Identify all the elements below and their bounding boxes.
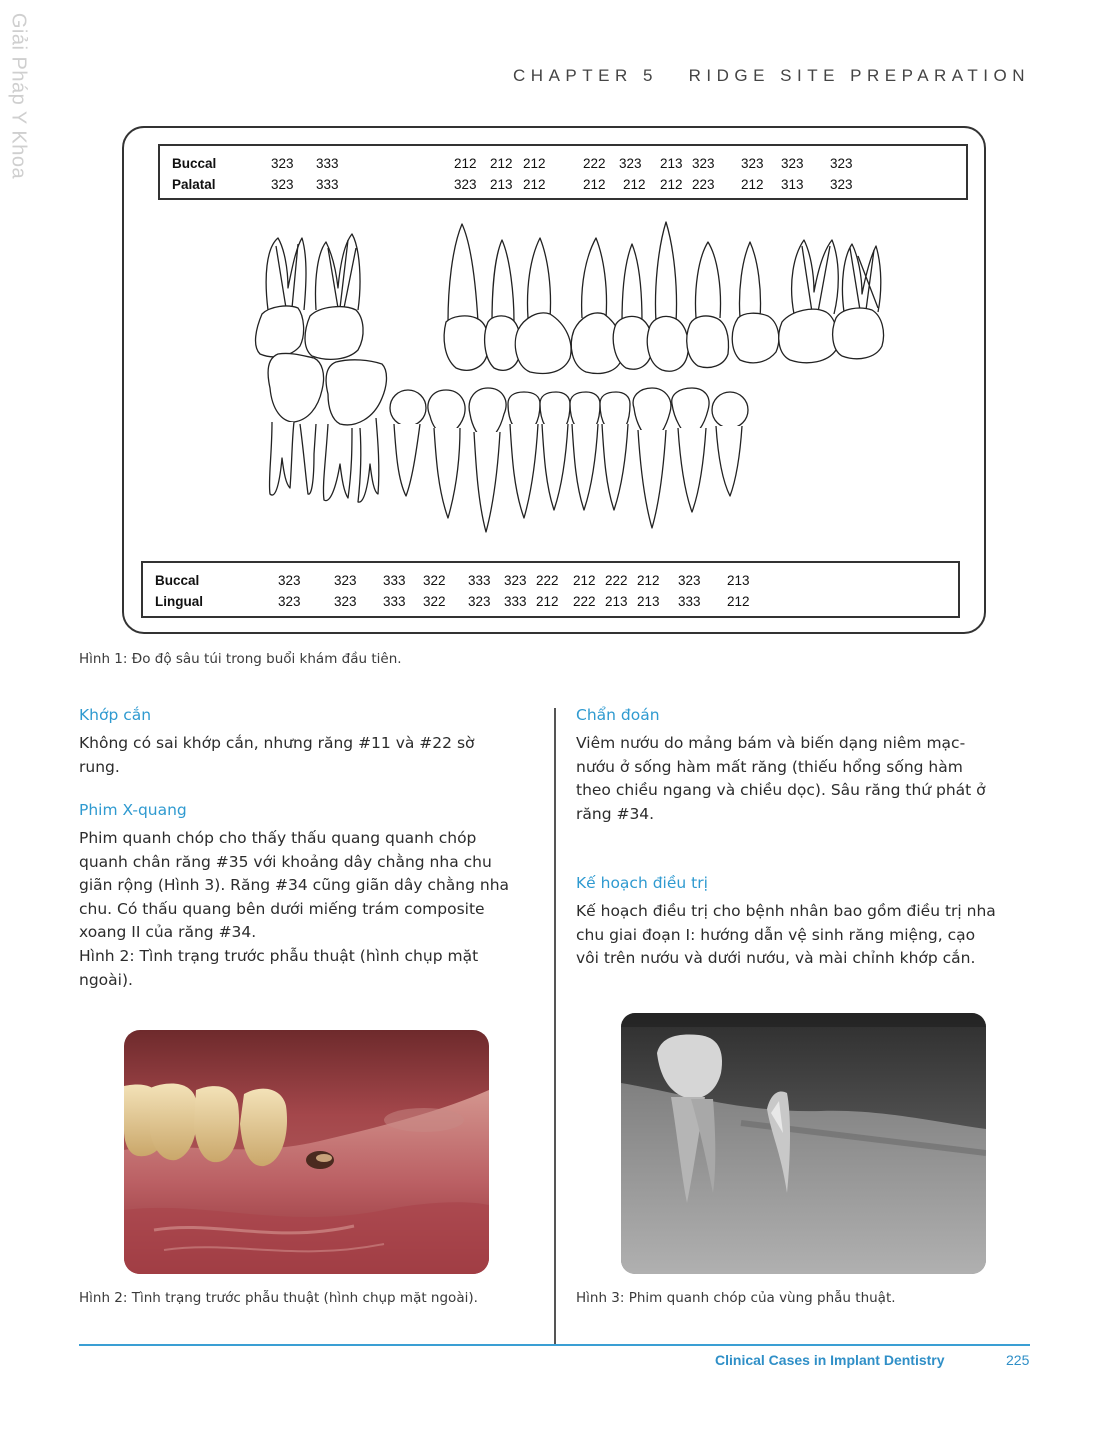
periapical-radiograph [621, 1013, 986, 1274]
upper-tooth [687, 242, 729, 368]
probing-value: 333 [678, 594, 701, 609]
running-head: CHAPTER 5 RIDGE SITE PREPARATION [513, 66, 1030, 85]
upper-molar-tooth [779, 240, 839, 363]
probing-value: 323 [334, 594, 357, 609]
footer-book-title: Clinical Cases in Implant Dentistry [715, 1352, 945, 1368]
occlusion-paragraph: Không có sai khớp cắn, nhưng răng #11 và #22 sờ rung. [79, 734, 475, 776]
row-label: Buccal [172, 156, 217, 171]
probing-value: 212 [490, 156, 513, 171]
probing-value: 323 [334, 573, 357, 588]
page-number: 225 [1006, 1352, 1030, 1368]
probing-value: 323 [830, 156, 853, 171]
lower-tooth [633, 388, 671, 528]
upper-tooth [515, 238, 571, 373]
figure-2-reference: Hình 2: Tình trạng trước phẫu thuật (hình chụp mặt ngoài). [79, 947, 479, 989]
upper-tooth [647, 222, 688, 371]
probing-value: 213 [605, 594, 628, 609]
probing-value: 333 [316, 177, 339, 192]
probing-value: 222 [573, 594, 596, 609]
probing-value: 212 [637, 573, 660, 588]
upper-tooth [613, 244, 652, 369]
figure-2-caption: Hình 2: Tình trạng trước phẫu thuật (hình chụp mặt ngoài). [79, 1290, 478, 1306]
probing-value: 323 [271, 177, 294, 192]
probing-value: 212 [523, 156, 546, 171]
probing-value: 323 [504, 573, 527, 588]
column-divider [554, 708, 556, 1346]
probing-value: 212 [583, 177, 606, 192]
probing-value: 212 [573, 573, 596, 588]
diagnosis-paragraph: Viêm nướu do mảng bám và biến dạng niêm mạc-nướu ở sống hàm mất răng (thiếu hổng sống hàm theo chiều ngang và chiều dọc). Sâu răng thứ phát ở răng #34. [576, 734, 986, 823]
lower-tooth [600, 392, 630, 510]
section-heading-diagnosis: Chẩn đoán [576, 706, 660, 724]
probing-value: 322 [423, 594, 446, 609]
probing-value: 323 [454, 177, 477, 192]
lower-tooth [508, 392, 540, 518]
footer-rule [79, 1344, 1030, 1346]
probing-value: 333 [383, 594, 406, 609]
lower-molar-tooth [323, 360, 386, 502]
probing-value: 213 [660, 156, 683, 171]
probing-value: 212 [660, 177, 683, 192]
row-label: Buccal [155, 573, 200, 588]
probing-value: 212 [623, 177, 646, 192]
figure-1-caption: Hình 1: Đo độ sâu túi trong buổi khám đầu tiên. [79, 651, 402, 667]
probing-value: 212 [727, 594, 750, 609]
probing-value: 213 [637, 594, 660, 609]
probing-value: 222 [605, 573, 628, 588]
lower-tooth [540, 392, 570, 510]
upper-molar-tooth [833, 244, 884, 359]
lower-tooth [712, 392, 748, 496]
probing-value: 212 [536, 594, 559, 609]
probing-value: 212 [741, 177, 764, 192]
probing-value: 213 [490, 177, 513, 192]
probing-value: 323 [619, 156, 642, 171]
probing-value: 212 [523, 177, 546, 192]
probing-value: 213 [727, 573, 750, 588]
probing-value: 333 [316, 156, 339, 171]
probing-value: 323 [741, 156, 764, 171]
probing-value: 323 [271, 156, 294, 171]
probing-value: 323 [692, 156, 715, 171]
lower-molar-tooth [268, 353, 324, 495]
probing-value: 313 [781, 177, 804, 192]
clinical-photo [124, 1030, 489, 1274]
section-heading-treatment-plan: Kế hoạch điều trị [576, 874, 708, 892]
upper-tooth [485, 240, 521, 370]
probing-value: 333 [383, 573, 406, 588]
clinical-photo-image [124, 1030, 489, 1274]
probing-value: 222 [583, 156, 606, 171]
probing-value: 222 [536, 573, 559, 588]
probing-value: 323 [278, 573, 301, 588]
lower-probing-table [141, 561, 960, 618]
probing-value: 322 [423, 573, 446, 588]
section-heading-xray: Phim X-quang [79, 801, 187, 819]
lower-tooth [428, 390, 465, 518]
probing-value: 323 [678, 573, 701, 588]
lower-tooth [570, 392, 600, 510]
probing-value: 323 [278, 594, 301, 609]
lower-tooth [390, 390, 426, 496]
probing-value: 323 [781, 156, 804, 171]
treatment-plan-paragraph: Kế hoạch điều trị cho bệnh nhân bao gồm điều trị nha chu giai đoạn I: hướng dẫn vệ sinh răng miệng, cạo vôi trên nướu và dưới nướu, và mài chỉnh khớp cắn. [576, 902, 996, 967]
upper-tooth [444, 224, 488, 370]
lower-tooth [469, 388, 506, 532]
xray-paragraph: Phim quanh chóp cho thấy thấu quang quanh chóp quanh chân răng #35 với khoảng dây chằng nha chu giãn rộng (Hình 3). Răng #34 cũng giãn dây chằng nha chu. Có thấu quang bên dưới miếng trám composite xoang II của răng #34. [79, 829, 510, 941]
dental-arch-diagram [248, 218, 888, 536]
section-heading-occlusion: Khớp cắn [79, 706, 152, 724]
probing-value: 333 [468, 573, 491, 588]
upper-probing-table [158, 144, 968, 200]
row-label: Lingual [155, 594, 203, 609]
probing-value: 333 [504, 594, 527, 609]
upper-molar-tooth [256, 238, 306, 357]
probing-value: 212 [454, 156, 477, 171]
row-label: Palatal [172, 177, 216, 192]
figure-3-caption: Hình 3: Phim quanh chóp của vùng phẫu thuật. [576, 1290, 896, 1306]
probing-value: 223 [692, 177, 715, 192]
probing-value: 323 [830, 177, 853, 192]
radiograph-image [621, 1013, 986, 1274]
upper-molar-tooth [305, 234, 363, 359]
probing-value: 323 [468, 594, 491, 609]
upper-tooth [732, 242, 779, 363]
watermark: Giải Pháp Y Khoa [7, 12, 30, 180]
lower-tooth [672, 388, 709, 512]
